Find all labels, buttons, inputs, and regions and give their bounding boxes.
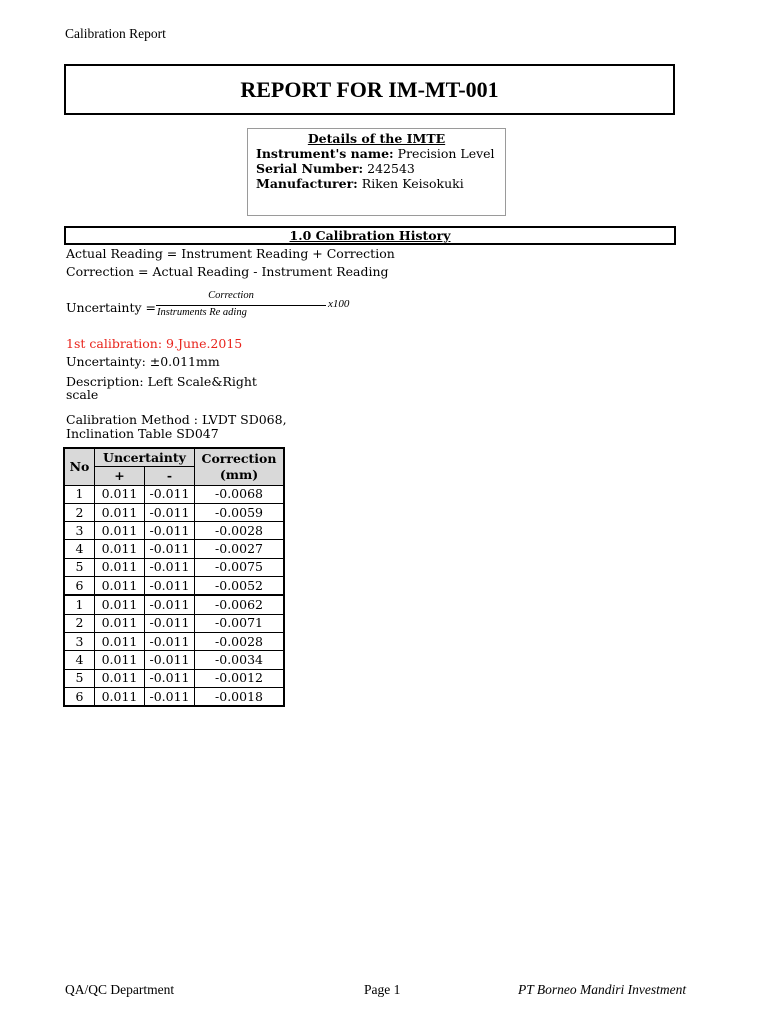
fraction-denominator: Instruments Re ading [157,307,247,318]
cell-correction: -0.0071 [195,614,285,632]
cell-no: 5 [64,669,95,687]
cell-plus: 0.011 [95,503,145,521]
calibration-description: Description: Left Scale&Right scale [66,374,257,402]
table-row [64,503,284,521]
cell-correction: -0.0028 [195,632,285,650]
cell-no: 6 [64,687,95,706]
calibration-method: Calibration Method : LVDT SD068, Inclination Table SD047 [66,412,287,441]
cell-minus: -0.011 [145,558,195,576]
table-row [64,651,284,669]
footer-department: QA/QC Department [65,982,175,997]
cell-minus: -0.011 [145,577,195,596]
table-row [64,577,284,596]
cell-no: 4 [64,540,95,558]
report-title-box [64,64,675,115]
col-header-uncertainty: Uncertainty [95,448,195,467]
cell-correction: -0.0062 [195,595,285,614]
uncertainty-formula-lhs: Uncertainty = [66,300,157,315]
cell-correction: -0.0028 [195,522,285,540]
cell-no: 2 [64,614,95,632]
cell-plus: 0.011 [95,687,145,706]
details-heading: Details of the IMTE [307,131,446,146]
calibration-table [63,447,285,707]
cell-correction: -0.0068 [195,485,285,503]
cell-plus: 0.011 [95,577,145,596]
cell-no: 2 [64,503,95,521]
cell-minus: -0.011 [145,632,195,650]
manufacturer-value: Riken Keisokuki [361,176,464,191]
cell-minus: -0.011 [145,669,195,687]
cell-no: 6 [64,577,95,596]
table-row [64,522,284,540]
cell-correction: -0.0027 [195,540,285,558]
serial-number-label: Serial Number: [256,161,364,176]
table-row [64,687,284,706]
cell-plus: 0.011 [95,669,145,687]
cell-correction: -0.0052 [195,577,285,596]
section-title: 1.0 Calibration History [289,228,451,243]
cell-minus: -0.011 [145,503,195,521]
calibration-date: 1st calibration: 9.June.2015 [66,336,243,351]
cell-plus: 0.011 [95,522,145,540]
cell-no: 5 [64,558,95,576]
instrument-name-value: Precision Level [397,146,495,161]
table-row [64,485,284,503]
cell-plus: 0.011 [95,632,145,650]
cell-plus: 0.011 [95,614,145,632]
calibration-table-body [64,485,284,706]
cell-minus: -0.011 [145,651,195,669]
cell-correction: -0.0034 [195,651,285,669]
col-header-minus: - [145,467,195,485]
serial-number-value: 242543 [367,161,415,176]
cell-correction: -0.0018 [195,687,285,706]
cell-correction: -0.0075 [195,558,285,576]
calibration-uncertainty: Uncertainty: ±0.011mm [66,354,220,369]
cell-plus: 0.011 [95,540,145,558]
footer-page-number: Page 1 [364,982,401,997]
fraction-numerator: Correction [208,290,254,301]
imte-details-box [247,128,506,216]
cell-no: 1 [64,595,95,614]
cell-minus: -0.011 [145,614,195,632]
cell-minus: -0.011 [145,522,195,540]
section-heading-bar [64,226,676,245]
table-row [64,540,284,558]
cell-no: 4 [64,651,95,669]
col-header-correction: Correction (mm) [195,448,285,485]
cell-minus: -0.011 [145,540,195,558]
cell-no: 3 [64,522,95,540]
cell-minus: -0.011 [145,687,195,706]
table-row [64,669,284,687]
cell-plus: 0.011 [95,595,145,614]
col-header-plus: + [95,467,145,485]
table-row [64,595,284,614]
cell-plus: 0.011 [95,651,145,669]
cell-no: 3 [64,632,95,650]
actual-reading-formula: Actual Reading = Instrument Reading + Correction [66,246,395,261]
correction-formula: Correction = Actual Reading - Instrument Reading [66,264,389,279]
cell-plus: 0.011 [95,485,145,503]
cell-minus: -0.011 [145,595,195,614]
manufacturer-row [256,176,497,191]
footer-company: PT Borneo Mandiri Investment [518,982,687,997]
manufacturer-label: Manufacturer: [256,176,358,191]
cell-correction: -0.0059 [195,503,285,521]
fraction-multiplier: x100 [328,298,350,310]
fraction-bar [156,305,326,306]
col-header-no: No [64,448,95,485]
instrument-name-row [256,146,497,161]
report-title: REPORT FOR IM-MT-001 [240,76,499,102]
cell-minus: -0.011 [145,485,195,503]
table-row [64,614,284,632]
table-row [64,558,284,576]
instrument-name-label: Instrument's name: [256,146,394,161]
cell-correction: -0.0012 [195,669,285,687]
cell-no: 1 [64,485,95,503]
serial-number-row [256,161,497,176]
cell-plus: 0.011 [95,558,145,576]
table-row [64,632,284,650]
page-header: Calibration Report [65,26,166,41]
